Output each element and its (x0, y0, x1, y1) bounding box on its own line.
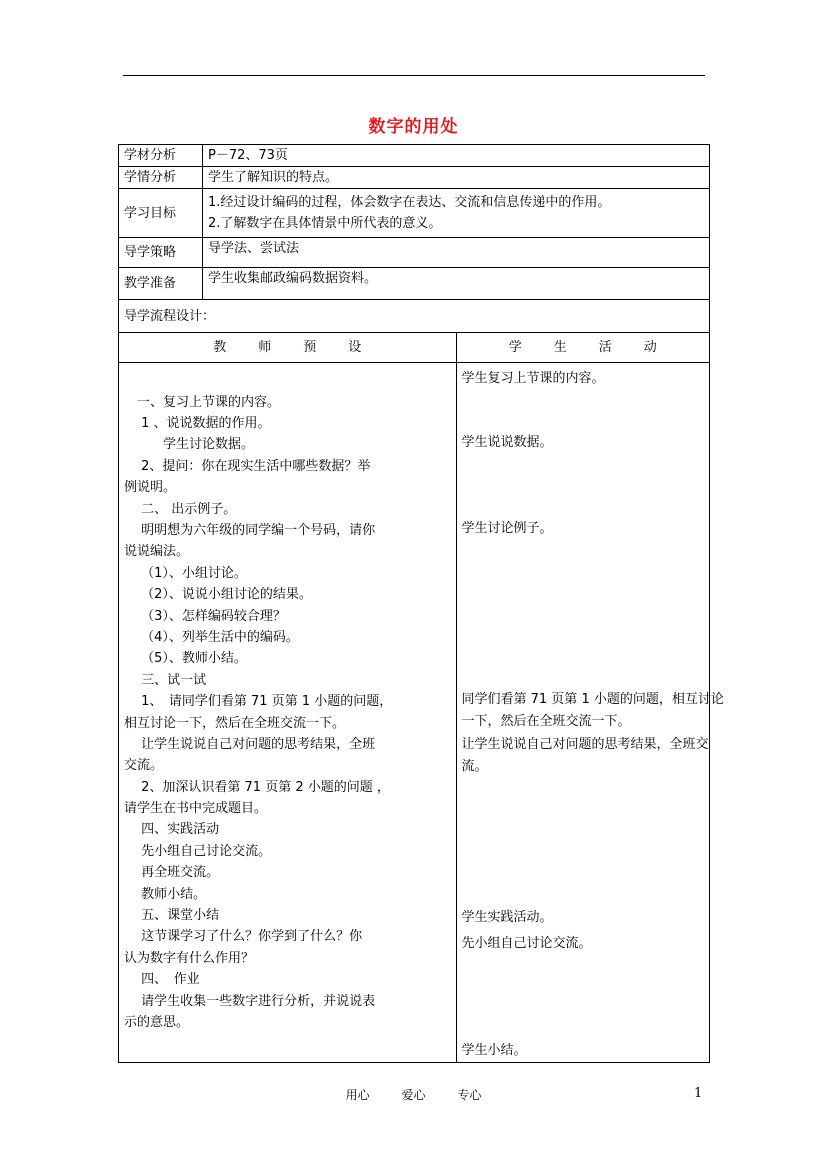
teacher-line: （5）、教师小结。 (124, 651, 247, 667)
value-prep: 学生收集邮政编码数据资料。 (203, 268, 710, 300)
teacher-line: 交流。 (124, 758, 164, 774)
row-situation (119, 167, 710, 189)
teacher-line: 学生讨论数据。 (124, 437, 255, 453)
teacher-line: 四、 作业 (124, 972, 200, 988)
row-flow (119, 300, 710, 333)
student-line: 让学生说说自己对问题的思考结果，全班交 (461, 736, 709, 752)
teacher-line: （2）、说说小组讨论的结果。 (124, 587, 312, 603)
teacher-line: 2、提问：你在现实生活中哪些数据？举 (124, 458, 371, 474)
teacher-line: 再全班交流。 (124, 865, 220, 881)
teacher-line: 1、 请同学们看第 71 页第 1 小题的问题， (124, 694, 393, 710)
value-goals (203, 189, 710, 238)
head-char: 生 (553, 340, 567, 355)
goal-line-1: 1.经过设计编码的过程，体会数字在表达、交流和信息传递中的作用。 (208, 195, 611, 210)
head-char: 教 (213, 340, 227, 355)
teacher-line: 二、 出示例子。 (124, 501, 237, 517)
teacher-line: 五、课堂小结 (124, 908, 220, 924)
footer (0, 1086, 827, 1103)
teacher-line: 2、加深认识看第 71 页第 2 小题的问题 ， (124, 779, 390, 795)
teacher-line: 先小组自己讨论交流。 (124, 843, 272, 859)
student-column-head (456, 333, 710, 363)
student-line: 学生说说数据。 (461, 434, 553, 450)
teacher-line: （1）、小组讨论。 (124, 565, 247, 581)
teacher-column-head (119, 333, 457, 363)
head-char: 活 (598, 340, 612, 355)
teacher-line: 认为数字有什么作用？ (124, 950, 255, 966)
teacher-line: 1 、说说数据的作用。 (124, 416, 271, 432)
label-material: 学材分析 (119, 145, 203, 167)
value-situation: 学生了解知识的特点。 (203, 167, 710, 189)
student-line: 先小组自己讨论交流。 (461, 935, 592, 951)
teacher-line: 例说明。 (124, 480, 177, 496)
student-line: 学生讨论例子。 (461, 520, 553, 536)
row-prep (119, 268, 710, 300)
page-number: 1 (694, 1086, 703, 1101)
label-prep: 教学准备 (119, 268, 203, 300)
row-activities (119, 363, 710, 1063)
teacher-line: 三、试一试 (124, 672, 207, 688)
goal-line-2: 2.了解数字在具体情景中所代表的意义。 (208, 216, 442, 231)
value-material: P－72、73页 (203, 145, 710, 167)
teacher-line: （4）、列举生活中的编码。 (124, 629, 299, 645)
teacher-line: （3）、怎样编码较合理？ (124, 608, 286, 624)
head-char: 学 (508, 340, 522, 355)
head-char: 师 (258, 340, 272, 355)
student-line: 学生实践活动。 (461, 909, 553, 925)
label-flow: 导学流程设计： (119, 300, 710, 333)
teacher-line: 教师小结。 (124, 886, 207, 902)
teacher-line: 相互讨论一下，然后在全班交流一下。 (124, 715, 346, 731)
row-goals (119, 189, 710, 238)
row-column-heads (119, 333, 710, 363)
label-strategy: 导学策略 (119, 238, 203, 268)
student-lines (461, 368, 724, 1058)
lesson-plan-table (118, 144, 724, 1063)
student-line: 流。 (461, 758, 488, 774)
label-situation: 学情分析 (119, 167, 203, 189)
footer-item: 专心 (457, 1088, 482, 1102)
teacher-line: 一、复习上节课的内容。 (124, 394, 281, 410)
header-rule (123, 75, 705, 76)
teacher-line: 说说编法。 (124, 544, 190, 560)
row-material (119, 145, 710, 167)
teacher-line: 请学生收集一些数字进行分析，并说说表 (124, 993, 376, 1009)
teacher-line: 明明想为六年级的同学编一个号码，请你 (124, 522, 376, 538)
footer-item: 爱心 (401, 1088, 426, 1102)
student-line: 同学们看第 71 页第 1 小题的问题，相互讨论 (461, 691, 724, 707)
teacher-line: 这节课学习了什么？你学到了什么？你 (124, 929, 363, 945)
head-char: 设 (348, 340, 362, 355)
head-char: 预 (303, 340, 317, 355)
teacher-activities (119, 363, 457, 1063)
page-title: 数字的用处 (368, 117, 459, 137)
student-activities (456, 363, 724, 1063)
teacher-line: 让学生说说自己对问题的思考结果，全班 (124, 736, 376, 752)
teacher-line: 四、实践活动 (124, 822, 220, 838)
row-strategy (119, 238, 710, 268)
label-goals: 学习目标 (119, 189, 203, 238)
teacher-line: 示的意思。 (124, 1014, 190, 1030)
student-line: 学生复习上节课的内容。 (461, 370, 605, 386)
value-strategy: 导学法、尝试法 (203, 238, 710, 268)
teacher-line: 请学生在书中完成题目。 (124, 801, 268, 817)
head-char: 动 (643, 340, 657, 355)
footer-item: 用心 (345, 1088, 370, 1102)
teacher-lines (124, 392, 451, 1034)
student-line: 学生小结。 (461, 1042, 527, 1058)
student-line: 一下，然后在全班交流一下。 (461, 713, 631, 729)
